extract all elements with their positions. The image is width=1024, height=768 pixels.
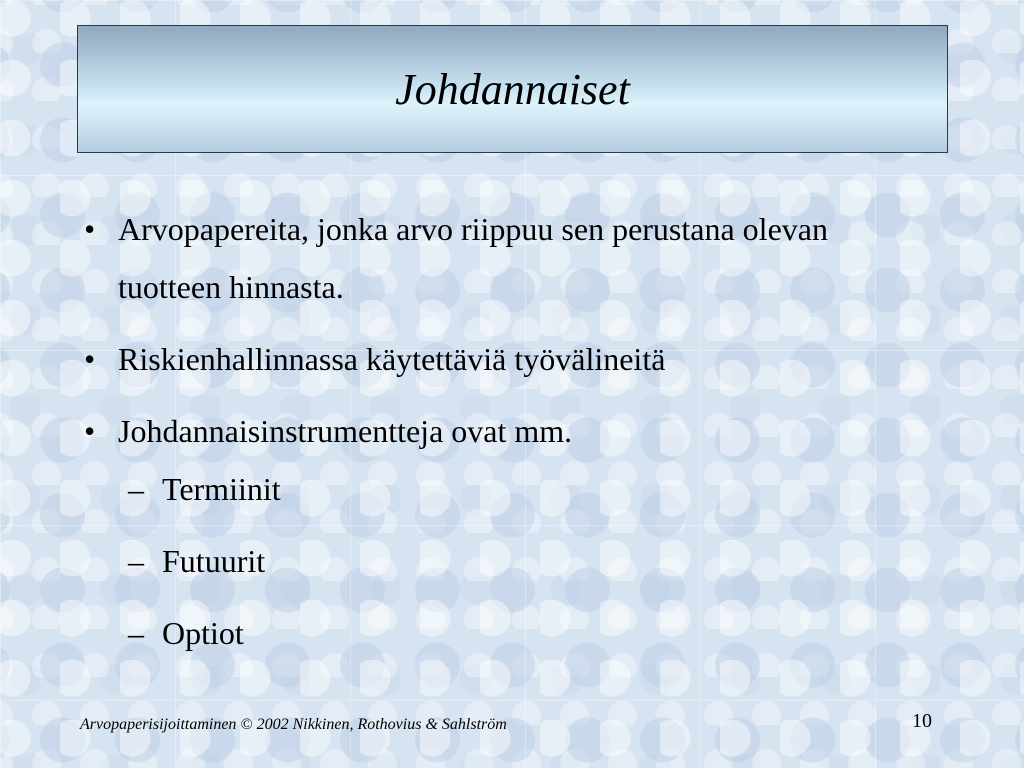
bullet-icon: • [84,413,96,449]
sub-bullet-text: Optiot [162,615,244,651]
sub-bullet-item [128,466,924,512]
bullet-text: Arvopapereita, jonka arvo riippuu sen perustana olevan tuotteen hinnasta. [118,211,828,305]
title-banner [77,25,948,153]
bullet-icon: • [84,341,96,377]
sub-list-container [84,466,924,656]
page-number: 10 [912,710,932,732]
bullet-list [84,200,924,682]
slide-title: Johdannaiset [395,64,630,114]
dash-icon: – [128,615,144,651]
dash-icon: – [128,471,144,507]
sub-bullet-list [84,466,924,656]
sub-bullet-text: Futuurit [162,543,266,579]
sub-bullet-item [128,610,924,656]
bullet-item [84,200,924,316]
sub-bullet-text: Termiinit [162,471,281,507]
footer-copyright: Arvopaperisijoittaminen © 2002 Nikkinen, Rothovius & Sahlström [80,716,507,733]
bullet-text: Johdannaisinstrumentteja ovat mm. [118,413,573,449]
sub-bullet-item [128,538,924,584]
dash-icon: – [128,543,144,579]
bullet-item [84,330,924,388]
bullet-icon: • [84,211,96,247]
bullet-text: Riskienhallinnassa käytettäviä työvälineitä [118,341,666,377]
bullet-item [84,402,924,460]
